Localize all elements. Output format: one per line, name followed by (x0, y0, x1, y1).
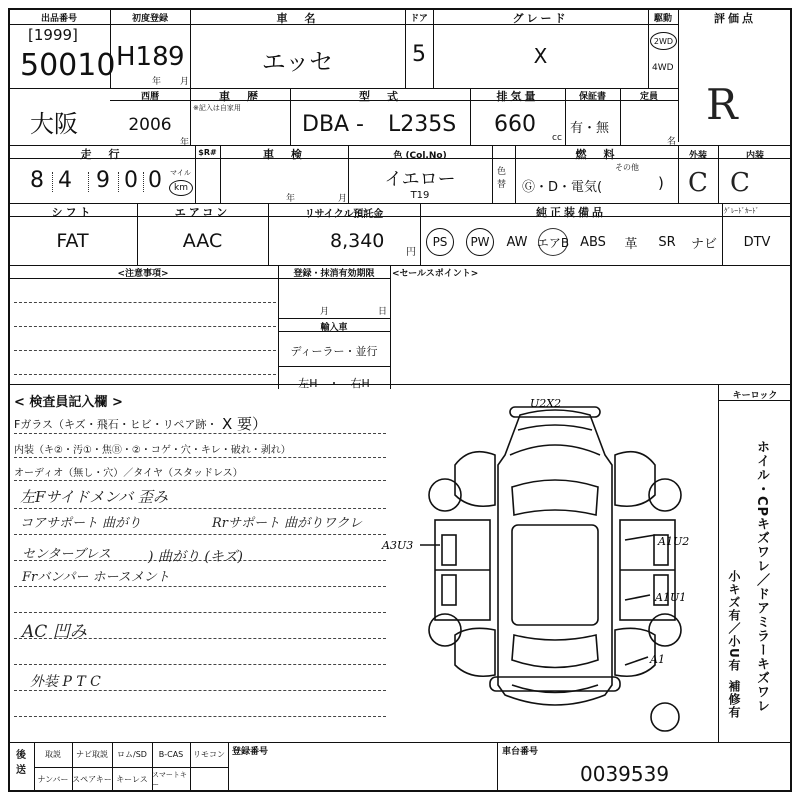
mileage-label: 走 行 (80, 148, 123, 161)
registration-expiry-label: 登録・抹消有効期限 (293, 269, 375, 279)
equip-airbag-circled (538, 228, 568, 256)
footer-item-rom: ロム/SD (117, 750, 147, 759)
footer-item-manual: 取説 (45, 750, 61, 759)
year-unit: 年 (180, 138, 190, 148)
capacity-unit: 名 (667, 137, 677, 147)
footer-item-number: ナンバー (37, 775, 69, 784)
interior-label: 内装 (745, 151, 764, 161)
divider (8, 384, 792, 385)
fuel-options: Ⓖ・D・電気( (522, 180, 603, 195)
inspection-label: 車 検 (263, 148, 305, 161)
fuel-close-paren: ) (658, 174, 664, 192)
glass-repair-needed: X 要） (222, 415, 268, 433)
divider (278, 331, 390, 332)
divider (497, 742, 498, 792)
car-damage-diagram (382, 395, 710, 740)
history-note: ※記入は自家用 (193, 104, 241, 112)
follow-up-label: 後送 (16, 750, 26, 776)
handwritten-note: 外装 P T C (30, 674, 101, 690)
displacement-label: 排気量 (496, 90, 539, 103)
divider (278, 366, 390, 367)
mileage-digit: 0 (124, 168, 138, 193)
equip-sunroof: SR (658, 234, 676, 250)
model-code: L235S (388, 112, 457, 137)
equip-navi: ナビ (690, 236, 717, 252)
mileage-digit: 0 (148, 168, 162, 193)
mile-unit: マイル (170, 169, 191, 177)
divider (14, 374, 276, 375)
handwritten-note: Frバンパー ホースメント (22, 570, 170, 585)
fuel-label: 燃 料 (575, 148, 618, 161)
lot-number: 50010 (20, 48, 116, 83)
divider (14, 508, 386, 509)
exterior-label: 外装 (688, 151, 707, 161)
interior-score: C (730, 168, 750, 198)
footer-item-bcas: B-CAS (158, 750, 184, 759)
inspection-month-unit: 月 (338, 194, 348, 204)
equip-airbag: エアB (536, 235, 570, 250)
divider (14, 433, 386, 434)
equip-ps-circled (426, 228, 454, 256)
divider (14, 480, 386, 481)
area-name: 大阪 (30, 110, 78, 138)
divider (14, 716, 386, 717)
shift-value: FAT (56, 230, 89, 252)
ac-value: AAC (182, 230, 223, 252)
first-registration-era: H18 (116, 42, 169, 72)
side-checklist: ホイル・CPキズワレ／ドアミラーキズワレ (754, 440, 769, 714)
interior-condition-line: 内装（キ②・汚①・焦Ⓑ・②・コゲ・穴・キレ・破れ・剥れ） (14, 445, 291, 456)
keycard-label: ｸﾞﾚｰﾄﾞｶｰﾄﾞ (724, 207, 759, 215)
lot-number-label: 出品番号 (40, 14, 77, 24)
equip-abs: ABS (580, 234, 606, 250)
km-unit: km (174, 183, 188, 193)
evaluation-score: R (706, 80, 738, 129)
inspection-year-unit: 年 (286, 194, 296, 204)
handwritten-note: 左Fサイドメンバ 歪み (20, 488, 168, 506)
divider (718, 384, 719, 742)
month-unit: 月 (180, 77, 190, 87)
divider (278, 318, 390, 319)
shift-label: シフト (51, 206, 94, 219)
import-label: 輸入車 (320, 323, 348, 333)
footer-item-keyless: キーレス (116, 775, 148, 784)
drive-4wd: 4WD (652, 63, 674, 73)
handwritten-note: AC 凹み (22, 622, 87, 642)
divider (14, 586, 386, 587)
color-code: T19 (410, 190, 430, 201)
expiry-month-unit: 月 (320, 307, 330, 317)
equip-leather: 革 (624, 236, 638, 252)
vin-label: 車台番号 (502, 747, 539, 757)
footer-item-smart-key: スマートキー (152, 770, 187, 789)
displacement-value: 660 (494, 112, 536, 137)
import-value: ディーラー・並行 (290, 345, 378, 358)
door-count: 5 (412, 42, 426, 67)
km-circled (169, 180, 193, 196)
divider (14, 664, 386, 665)
side-checklist-small: 小キズ有／小U有 (727, 570, 741, 672)
equip-pw: PW (470, 235, 490, 249)
equip-pw-circled (466, 228, 494, 256)
exterior-score: C (688, 168, 708, 198)
divider (118, 172, 119, 192)
glass-line: Fガラス（キズ・飛石・ヒビ・リペア跡・ (14, 418, 218, 431)
expiry-day-unit: 日 (378, 307, 388, 317)
western-year: 2006 (128, 115, 172, 135)
cc-unit: cc (552, 133, 562, 143)
key-lock-label: キーロック (732, 391, 778, 401)
warranty-label: 保証書 (578, 92, 606, 102)
drive-2wd-circled (650, 32, 677, 50)
history-label: 車 歴 (219, 90, 261, 103)
year-bracket: [1999] (28, 26, 78, 44)
color-name: イエロー (384, 169, 456, 190)
divider (88, 172, 89, 192)
model-prefix: DBA (302, 112, 350, 137)
divider (492, 145, 493, 203)
handwritten-note: コアサポート 曲がり (20, 516, 142, 531)
mileage-digit: 4 (58, 168, 72, 193)
footer-item-remote: リモコン (193, 750, 225, 759)
caution-label: <注意事項> (117, 269, 169, 279)
recycle-fee: 8,340 (330, 230, 385, 252)
mileage-digit: 8 (30, 168, 44, 193)
divider (278, 278, 390, 279)
year-unit: 年 (152, 77, 162, 87)
mark-label: A1U1 (655, 591, 687, 604)
inspector-title: < 検査員記入欄 > (14, 395, 123, 410)
mileage-digit: 9 (96, 168, 110, 193)
color-label: 色 (Col.No) (393, 151, 447, 161)
footer-item-navi-manual: ナビ取説 (76, 750, 108, 759)
registration-number-label: 登録番号 (232, 747, 269, 757)
vin-value: 0039539 (580, 762, 670, 786)
handwritten-note: Rrサポート 曲がりワクレ (212, 516, 363, 531)
sales-point-label: <セールスポイント> (392, 269, 479, 279)
divider (14, 534, 386, 535)
divider (143, 172, 144, 192)
evaluation-label: 評価点 (714, 12, 756, 25)
footer-item-spare-key: スペアキー (72, 775, 112, 784)
ac-label: エアコン (174, 206, 231, 219)
divider (14, 326, 276, 327)
western-year-label: 西暦 (140, 92, 159, 102)
divider (390, 265, 391, 389)
yen-unit: 円 (406, 247, 416, 258)
handwritten-note: ) 曲がり (キズ) (148, 549, 244, 565)
steering-value: 左H ・ 右H (298, 377, 370, 390)
divider (14, 350, 276, 351)
divider (14, 302, 276, 303)
first-registration-month: 9 (168, 42, 185, 72)
divider (14, 612, 386, 613)
audio-tire-line: オーディオ（無し・穴）／タイヤ（スタッドレス） (14, 468, 243, 479)
repair-label: 補修有 (727, 680, 741, 719)
mark-label: A1 (650, 653, 665, 666)
door-label: ドア (410, 14, 428, 24)
drive-2wd: 2WD (653, 36, 674, 46)
mark-label: A1U2 (658, 535, 690, 548)
equip-aw: AW (506, 234, 528, 250)
divider (14, 457, 386, 458)
handwritten-note: センターブレス (22, 547, 111, 562)
grade-value: X (533, 44, 548, 68)
car-name-label: 車 名 (276, 12, 319, 25)
car-name: エッセ (261, 48, 334, 76)
mark-label: U2X2 (530, 397, 562, 410)
equip-dtv: DTV (743, 234, 771, 250)
model-dash: - (356, 112, 364, 137)
recycle-label: リサイクル預託金 (304, 209, 384, 220)
divider (52, 172, 53, 192)
fuel-other-label: その他 (615, 163, 639, 172)
capacity-label: 定員 (639, 92, 658, 102)
model-label: 型 式 (359, 90, 401, 103)
first-registration-label: 初度登録 (131, 14, 168, 24)
odometer-tamper-label: $R# (198, 148, 217, 157)
equip-ps: PS (432, 235, 448, 249)
mark-label: A3U3 (382, 539, 414, 552)
warranty-value: 有・無 (570, 121, 610, 136)
divider (228, 742, 229, 792)
equipment-label: 純正装備品 (536, 206, 606, 219)
drive-label: 駆動 (653, 14, 672, 24)
grade-label: グレード (512, 12, 569, 25)
color-change-label: 色替 (497, 167, 507, 190)
divider (722, 203, 723, 265)
divider (678, 8, 679, 142)
